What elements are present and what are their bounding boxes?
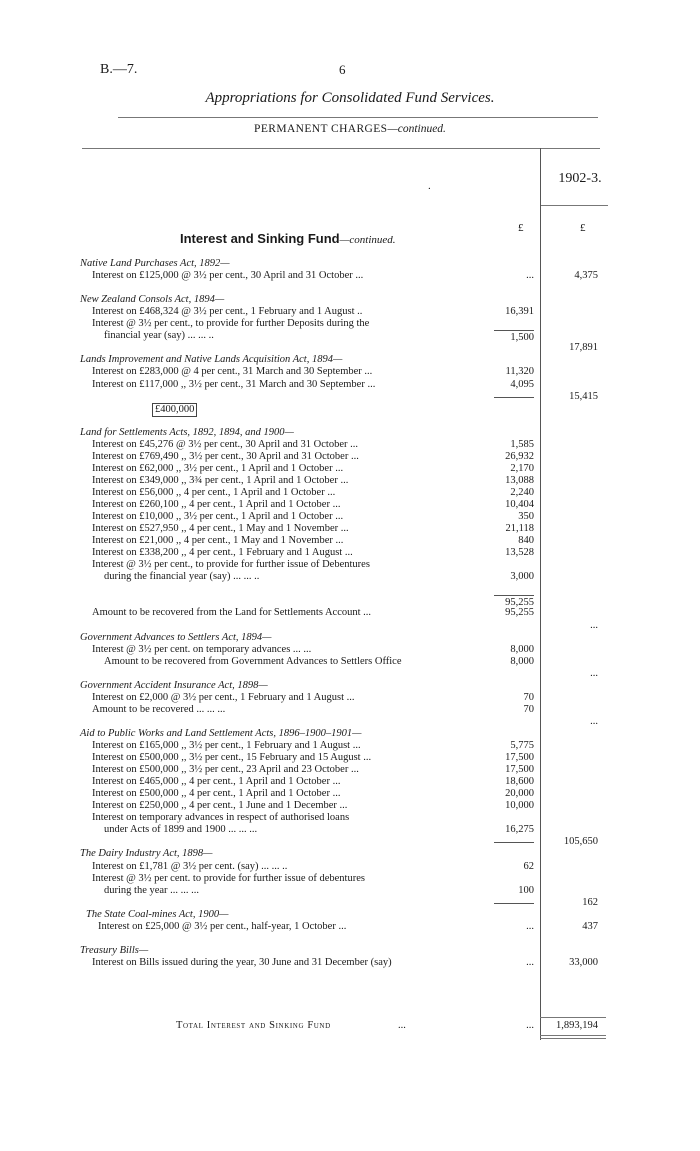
item-amount: 350 bbox=[518, 511, 534, 523]
item-amount-cell bbox=[478, 451, 534, 463]
line-text: Interest on £250,000 ,, 4 per cent., 1 June and 1 December ... bbox=[92, 800, 348, 812]
item-amount bbox=[494, 903, 534, 905]
line-text: Amount to be recovered from Government Advances to Settlers Office bbox=[104, 655, 402, 667]
item-amount: 17,500 bbox=[505, 764, 534, 776]
act-heading: Lands Improvement and Native Lands Acquisition Act, 1894— bbox=[80, 354, 343, 366]
line-row bbox=[0, 258, 700, 270]
line-text: during the financial year (say) ... ... .. bbox=[104, 571, 260, 583]
act-heading: Treasury Bills— bbox=[80, 944, 149, 956]
line-text: Interest on £500,000 ,, 4 per cent., 1 April and 1 October ... bbox=[92, 788, 341, 800]
line-row bbox=[0, 861, 700, 873]
line-row bbox=[0, 294, 700, 306]
line-text: Interest on £10,000 ,, 3½ per cent., 1 April and 1 October ... bbox=[92, 511, 344, 523]
line-row bbox=[0, 740, 700, 752]
line-row bbox=[0, 776, 700, 788]
item-amount-cell bbox=[478, 800, 534, 812]
line-text: Interest on £1,781 @ 3½ per cent. (say) ... ... .. bbox=[92, 860, 288, 872]
line-row bbox=[0, 535, 700, 547]
item-amount-cell bbox=[478, 836, 534, 848]
item-amount-cell bbox=[478, 897, 534, 909]
item-amount: ... bbox=[526, 920, 534, 932]
item-amount: 840 bbox=[518, 535, 534, 547]
line-text: Interest on £500,000 ,, 3½ per cent., 23 April and 23 October ... bbox=[92, 764, 359, 776]
item-amount-cell bbox=[478, 704, 534, 716]
item-amount-cell bbox=[478, 861, 534, 873]
line-row bbox=[0, 439, 700, 451]
line-text: Interest on £125,000 @ 3½ per cent., 30 April and 31 October ... bbox=[92, 270, 364, 282]
item-amount: 5,775 bbox=[510, 740, 534, 751]
line-text: Interest on £117,000 ,, 3½ per cent., 31 March and 30 September ... bbox=[92, 378, 376, 390]
item-amount-cell bbox=[478, 499, 534, 511]
year-header-rule bbox=[540, 205, 608, 206]
item-amount: 2,170 bbox=[510, 462, 534, 474]
item-amount-cell bbox=[478, 824, 534, 836]
line-text: during the year ... ... ... bbox=[104, 884, 200, 896]
act-heading: Aid to Public Works and Land Settlement Acts, 1896–1900–1901— bbox=[80, 727, 362, 739]
item-amount-cell bbox=[478, 740, 534, 752]
line-text: Interest on £56,000 ,, 4 per cent., 1 April and 1 October ... bbox=[92, 486, 336, 498]
item-amount: 1,585 bbox=[510, 438, 534, 450]
item-amount-cell bbox=[478, 463, 534, 475]
line-text: Interest on £465,000 ,, 4 per cent., 1 April and 1 October ... bbox=[92, 776, 341, 788]
line-row bbox=[0, 873, 700, 885]
line-row bbox=[0, 342, 700, 354]
act-heading: The Dairy Industry Act, 1898— bbox=[80, 848, 213, 860]
line-text: Interest on £2,000 @ 3½ per cent., 1 February and 1 August ... bbox=[92, 691, 355, 703]
item-amount: 100 bbox=[518, 884, 534, 896]
line-text: Amount to be recovered from the Land for Settlements Account ... bbox=[92, 607, 372, 619]
item-amount: 13,528 bbox=[505, 547, 534, 559]
item-amount: 16,275 bbox=[505, 824, 534, 836]
line-text: under Acts of 1899 and 1900 ... ... ... bbox=[104, 824, 258, 836]
line-text: Interest on £527,950 ,, 4 per cent., 1 May and 1 November ... bbox=[92, 523, 349, 535]
line-text: Interest on £25,000 @ 3½ per cent., half-year, 1 October ... bbox=[98, 920, 347, 932]
page-title: Appropriations for Consolidated Fund Services. bbox=[205, 90, 495, 106]
item-amount: 95,255 bbox=[505, 607, 534, 619]
line-text: Interest on Bills issued during the year, 30 June and 31 December (say) bbox=[92, 956, 392, 968]
grand-total-rule-1 bbox=[540, 1035, 606, 1036]
line-text: financial year (say) ... ... .. bbox=[104, 330, 214, 342]
line-text: Interest on £338,200 ,, 4 per cent., 1 February and 1 August ... bbox=[92, 547, 353, 559]
total-amount: ... bbox=[590, 667, 598, 679]
line-row bbox=[0, 330, 700, 342]
line-row bbox=[0, 379, 700, 391]
item-amount-cell bbox=[478, 788, 534, 800]
line-row bbox=[0, 644, 700, 656]
subtitle-main: PERMANENT CHARGES bbox=[254, 123, 388, 135]
item-amount: 10,000 bbox=[505, 800, 534, 812]
item-amount-cell bbox=[478, 306, 534, 318]
line-row bbox=[0, 354, 700, 366]
line-text: Interest on £283,000 @ 4 per cent., 31 March and 30 September ... bbox=[92, 366, 373, 378]
line-row bbox=[0, 523, 700, 535]
line-row bbox=[0, 848, 700, 860]
section-heading-text: Interest and Sinking Fund bbox=[180, 231, 340, 246]
line-row bbox=[0, 511, 700, 523]
line-text: Interest on temporary advances in respect of authorised loans bbox=[92, 812, 350, 824]
item-amount: 3,000 bbox=[510, 571, 534, 583]
item-amount-cell bbox=[478, 487, 534, 499]
item-amount-cell bbox=[478, 957, 534, 969]
line-row bbox=[0, 270, 700, 282]
total-amount: 17,891 bbox=[569, 342, 598, 354]
line-row bbox=[0, 728, 700, 740]
total-dots: ... bbox=[398, 1020, 406, 1031]
item-amount-cell bbox=[478, 656, 534, 668]
item-amount: 11,320 bbox=[505, 366, 534, 378]
item-amount bbox=[494, 397, 534, 399]
line-row bbox=[0, 366, 700, 378]
line-row bbox=[0, 921, 700, 933]
line-row bbox=[0, 668, 700, 680]
act-heading: Native Land Purchases Act, 1892— bbox=[80, 258, 230, 269]
item-amount-cell bbox=[478, 379, 534, 391]
total-amount: ... bbox=[590, 619, 598, 631]
item-amount: 20,000 bbox=[505, 788, 534, 800]
act-heading: The State Coal-mines Act, 1900— bbox=[86, 908, 229, 920]
item-amount-cell bbox=[478, 535, 534, 547]
item-amount-cell bbox=[478, 752, 534, 764]
item-amount: 62 bbox=[523, 860, 534, 872]
item-amount: 8,000 bbox=[510, 643, 534, 655]
line-row bbox=[0, 788, 700, 800]
line-row bbox=[0, 559, 700, 571]
item-amount: 26,932 bbox=[505, 450, 534, 462]
total-amount: 105,650 bbox=[563, 836, 598, 848]
item-amount-cell bbox=[478, 571, 534, 583]
item-amount: 70 bbox=[523, 691, 534, 703]
item-amount: 1,500 bbox=[494, 330, 534, 344]
subtitle-continued: —continued. bbox=[387, 123, 446, 135]
total-amount: 162 bbox=[582, 896, 598, 908]
grand-total-top-rule bbox=[540, 1017, 606, 1018]
item-amount: 13,088 bbox=[505, 474, 534, 486]
line-text: Interest on £500,000 ,, 3½ per cent., 15 February and 15 August ... bbox=[92, 752, 372, 764]
item-amount-cell bbox=[478, 366, 534, 378]
section-heading-continued: —continued. bbox=[339, 234, 396, 246]
item-amount-cell bbox=[478, 270, 534, 282]
line-row bbox=[0, 463, 700, 475]
line-row bbox=[0, 933, 700, 945]
item-amount bbox=[494, 842, 534, 844]
line-row bbox=[0, 836, 700, 848]
line-row bbox=[0, 318, 700, 330]
total-row bbox=[0, 1020, 700, 1032]
item-amount-cell bbox=[478, 776, 534, 788]
line-row bbox=[0, 487, 700, 499]
total-amount: ... bbox=[590, 715, 598, 727]
item-amount-cell bbox=[478, 692, 534, 704]
line-row bbox=[0, 752, 700, 764]
line-row bbox=[0, 656, 700, 668]
act-heading: Land for Settlements Acts, 1892, 1894, and 1900— bbox=[80, 426, 294, 438]
line-row bbox=[0, 716, 700, 728]
item-amount: 17,500 bbox=[505, 752, 534, 764]
line-row bbox=[0, 403, 700, 415]
item-amount: 16,391 bbox=[505, 306, 534, 318]
item-amount-cell bbox=[478, 607, 534, 619]
line-row bbox=[0, 632, 700, 644]
page-reference: B.—7. bbox=[100, 62, 138, 77]
pound-sign-items: £ bbox=[518, 222, 524, 234]
line-row bbox=[0, 800, 700, 812]
total-amount: 33,000 bbox=[569, 956, 598, 968]
line-row bbox=[0, 824, 700, 836]
pound-sign-totals: £ bbox=[580, 222, 586, 234]
act-heading: Government Advances to Settlers Act, 1894— bbox=[80, 631, 272, 643]
line-row bbox=[0, 415, 700, 427]
item-amount: 8,000 bbox=[510, 655, 534, 667]
year-heading: 1902-3. bbox=[558, 171, 602, 186]
header-top-rule bbox=[82, 148, 600, 149]
line-text: Interest @ 3½ per cent., to provide for further issue of Debentures bbox=[92, 559, 370, 571]
item-amount-cell bbox=[478, 921, 534, 933]
act-heading: New Zealand Consols Act, 1894— bbox=[80, 294, 225, 306]
item-amount-cell bbox=[478, 391, 534, 403]
title-rule bbox=[118, 117, 598, 118]
line-row bbox=[0, 451, 700, 463]
line-text: Interest on £45,276 @ 3½ per cent., 30 April and 31 October ... bbox=[92, 438, 358, 450]
item-amount-cell bbox=[478, 547, 534, 559]
total-amount: 4,375 bbox=[574, 270, 598, 282]
item-amount: ... bbox=[526, 270, 534, 282]
total-amount: 437 bbox=[582, 920, 598, 932]
line-text: Interest on £260,100 ,, 4 per cent., 1 April and 1 October ... bbox=[92, 499, 341, 510]
line-text: Interest on £21,000 ,, 4 per cent., 1 May and 1 November ... bbox=[92, 535, 344, 547]
line-row bbox=[0, 607, 700, 619]
line-row bbox=[0, 571, 700, 583]
line-text: Interest @ 3½ per cent. on temporary advances ... ... bbox=[92, 643, 312, 655]
line-row bbox=[0, 704, 700, 716]
line-row bbox=[0, 306, 700, 318]
boxed-amount: £400,000 bbox=[152, 403, 197, 417]
item-amount: 18,600 bbox=[505, 776, 534, 788]
item-amount-cell bbox=[478, 523, 534, 535]
section-heading bbox=[180, 231, 396, 246]
line-row bbox=[0, 595, 700, 607]
item-amount-cell bbox=[478, 475, 534, 487]
grand-total-rule-2 bbox=[540, 1038, 606, 1039]
total-item-dots: ... bbox=[526, 1020, 534, 1031]
total-label: Total Interest and Sinking Fund bbox=[176, 1020, 331, 1031]
item-amount: 21,118 bbox=[505, 523, 534, 535]
total-amount: 15,415 bbox=[569, 390, 598, 402]
act-heading: Government Accident Insurance Act, 1898— bbox=[80, 679, 268, 691]
item-amount: 70 bbox=[523, 703, 534, 715]
line-row bbox=[0, 764, 700, 776]
line-row bbox=[0, 909, 700, 921]
item-amount: 95,255 bbox=[494, 595, 534, 609]
line-text: Interest on £165,000 ,, 3½ per cent., 1 February and 1 August ... bbox=[92, 740, 361, 751]
line-text: Amount to be recovered ... ... ... bbox=[92, 703, 226, 715]
item-amount: 4,095 bbox=[510, 378, 534, 390]
line-row bbox=[0, 812, 700, 824]
line-text: Interest on £349,000 ,, 3¾ per cent., 1 April and 1 October ... bbox=[92, 474, 349, 486]
line-row bbox=[0, 692, 700, 704]
line-row bbox=[0, 620, 700, 632]
line-row bbox=[0, 282, 700, 294]
line-row bbox=[0, 945, 700, 957]
item-amount-cell bbox=[478, 439, 534, 451]
line-text: Interest @ 3½ per cent., to provide for further Deposits during the bbox=[92, 318, 370, 330]
line-row bbox=[0, 427, 700, 439]
line-row bbox=[0, 391, 700, 403]
item-amount-cell bbox=[478, 644, 534, 656]
item-amount-cell bbox=[478, 764, 534, 776]
line-row bbox=[0, 680, 700, 692]
line-row bbox=[0, 583, 700, 595]
dot-mark: . bbox=[428, 180, 431, 192]
grand-total-value: 1,893,194 bbox=[556, 1020, 598, 1031]
line-row bbox=[0, 475, 700, 487]
line-text: Interest @ 3½ per cent. to provide for further issue of debentures bbox=[92, 872, 365, 884]
item-amount: 10,404 bbox=[505, 499, 534, 510]
line-row bbox=[0, 547, 700, 559]
line-row bbox=[0, 885, 700, 897]
page-subtitle bbox=[0, 123, 700, 135]
item-amount: 2,240 bbox=[510, 486, 534, 498]
line-row bbox=[0, 499, 700, 511]
item-amount-cell bbox=[478, 885, 534, 897]
line-row bbox=[0, 897, 700, 909]
line-text: Interest on £468,324 @ 3½ per cent., 1 February and 1 August .. bbox=[92, 306, 363, 318]
line-row bbox=[0, 957, 700, 969]
line-text: Interest on £769,490 ,, 3½ per cent., 30 April and 31 October ... bbox=[92, 450, 359, 462]
item-amount-cell bbox=[478, 511, 534, 523]
line-text: Interest on £62,000 ,, 3½ per cent., 1 April and 1 October ... bbox=[92, 462, 344, 474]
page-number: 6 bbox=[339, 62, 346, 77]
item-amount: ... bbox=[526, 956, 534, 968]
